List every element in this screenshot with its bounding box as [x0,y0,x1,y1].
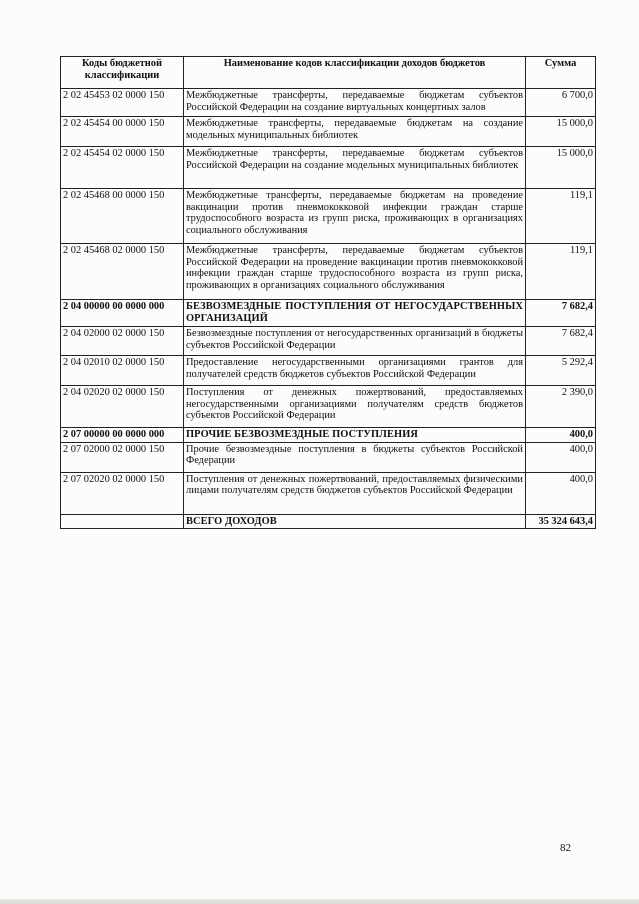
header-sum: Сумма [526,57,596,89]
table-row [61,442,596,472]
row-code: 2 02 45468 02 0000 150 [61,244,184,300]
row-name: Межбюджетные трансферты, передаваемые бюджетам субъектов Российской Федерации на создание виртуальных концертных залов [184,89,526,117]
row-name: Поступления от денежных пожертвований, предоставляемых физическими лицами получателям средств бюджетов субъектов Российской Федерации [184,472,526,514]
table-row-section [61,428,596,443]
row-sum: 15 000,0 [526,117,596,147]
row-sum: 35 324 643,4 [526,514,596,529]
row-code: 2 04 00000 00 0000 000 [61,300,184,327]
row-sum: 7 682,4 [526,300,596,327]
row-name: ПРОЧИЕ БЕЗВОЗМЕЗДНЫЕ ПОСТУПЛЕНИЯ [184,428,526,443]
table-body [61,89,596,529]
row-code: 2 07 00000 00 0000 000 [61,428,184,443]
row-code: 2 07 02020 02 0000 150 [61,472,184,514]
page-number: 82 [560,842,571,854]
table-row-total [61,514,596,529]
row-code: 2 02 45454 00 0000 150 [61,117,184,147]
row-sum: 400,0 [526,442,596,472]
table-row [61,356,596,386]
row-code: 2 02 45468 00 0000 150 [61,189,184,244]
table-header [61,57,596,89]
header-row [61,57,596,89]
row-code: 2 02 45454 02 0000 150 [61,147,184,189]
table-row [61,189,596,244]
table-row [61,89,596,117]
table-row [61,386,596,428]
row-sum: 119,1 [526,189,596,244]
row-sum: 5 292,4 [526,356,596,386]
row-code: 2 04 02010 02 0000 150 [61,356,184,386]
row-sum: 400,0 [526,428,596,443]
row-name: Межбюджетные трансферты, передаваемые бюджетам субъектов Российской Федерации на проведение вакцинации против пневмококковой инфекции граждан старше трудоспособного возраста из групп риска, проживающих в организациях социального обслуживания [184,244,526,300]
table-row [61,472,596,514]
row-name: Поступления от денежных пожертвований, предоставляемых негосударственными организациями получателям средств бюджетов субъектов Российской Федерации [184,386,526,428]
row-code: 2 07 02000 02 0000 150 [61,442,184,472]
row-sum: 6 700,0 [526,89,596,117]
row-code [61,514,184,529]
row-name: Межбюджетные трансферты, передаваемые бюджетам на проведение вакцинации против пневмококковой инфекции граждан старше трудоспособного возраста из групп риска, проживающих в организациях социального обслуживания [184,189,526,244]
table-row [61,244,596,300]
row-sum: 119,1 [526,244,596,300]
table-row [61,117,596,147]
row-name: Межбюджетные трансферты, передаваемые бюджетам на создание модельных муниципальных библиотек [184,117,526,147]
row-name: Межбюджетные трансферты, передаваемые бюджетам субъектов Российской Федерации на создание модельных муниципальных библиотек [184,147,526,189]
row-name: Предоставление негосударственными организациями грантов для получателей средств бюджетов субъектов Российской Федерации [184,356,526,386]
budget-revenue-table [60,56,596,529]
row-sum: 2 390,0 [526,386,596,428]
row-name: БЕЗВОЗМЕЗДНЫЕ ПОСТУПЛЕНИЯ ОТ НЕГОСУДАРСТВЕННЫХ ОРГАНИЗАЦИЙ [184,300,526,327]
table-row [61,147,596,189]
row-name: Прочие безвозмездные поступления в бюджеты субъектов Российской Федерации [184,442,526,472]
row-name: ВСЕГО ДОХОДОВ [184,514,526,529]
row-name: Безвозмездные поступления от негосударственных организаций в бюджеты субъектов Российской Федерации [184,327,526,356]
header-code: Коды бюджетной классификации [61,57,184,89]
row-code: 2 04 02000 02 0000 150 [61,327,184,356]
row-sum: 400,0 [526,472,596,514]
row-sum: 7 682,4 [526,327,596,356]
row-code: 2 02 45453 02 0000 150 [61,89,184,117]
page-bottom-edge [0,899,639,904]
row-sum: 15 000,0 [526,147,596,189]
header-name: Наименование кодов классификации доходов бюджетов [184,57,526,89]
row-code: 2 04 02020 02 0000 150 [61,386,184,428]
table-row-section [61,300,596,327]
table-row [61,327,596,356]
